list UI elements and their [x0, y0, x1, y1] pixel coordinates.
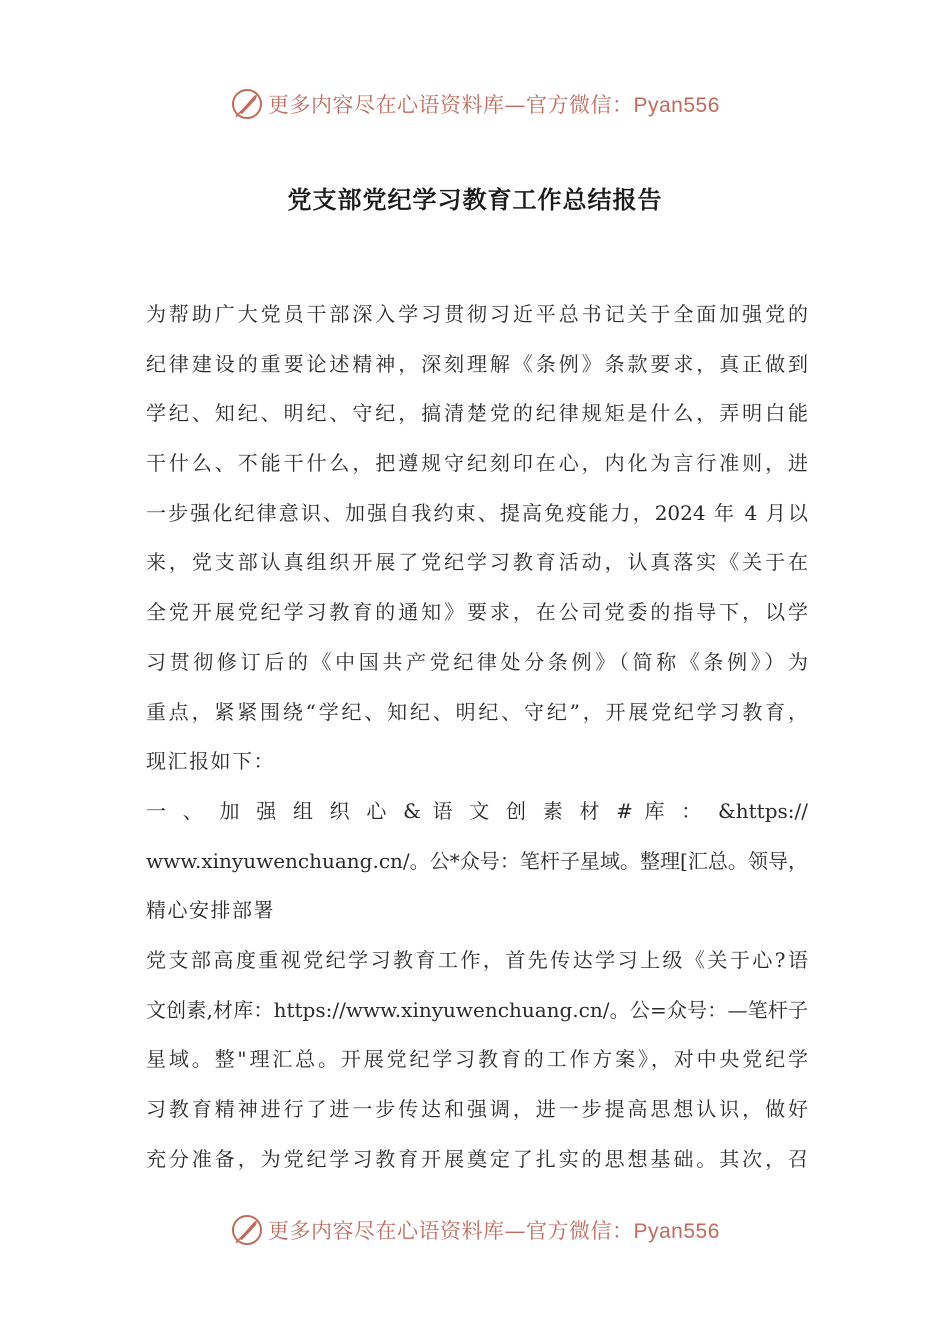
document-body: [146, 290, 808, 1184]
section-heading-line: 精心安排部署: [146, 898, 275, 923]
body-line: 星域。整"理汇总。开展党纪学习教育的工作方案》，对中央党纪学: [146, 1047, 808, 1072]
header-banner: [230, 84, 720, 124]
header-wechat-id: Pyan556: [633, 94, 720, 117]
section-heading-line: www.xinyuwenchuang.cn/。公*众号：笔杆子星域。整理[汇总。领导，: [146, 848, 808, 873]
body-line: 习贯彻修订后的《中国共产党纪律处分条例》（简称《条例》）为: [146, 649, 808, 674]
body-line: 充分准备，为党纪学习教育开展奠定了扎实的思想基础。其次，召: [146, 1146, 808, 1171]
body-line: 重点，紧紧围绕“学纪、知纪、明纪、守纪”，开展党纪学习教育，: [146, 699, 808, 724]
footer-wechat-id: Pyan556: [633, 1220, 720, 1243]
body-line: 干什么、不能干什么，把遵规守纪刻印在心，内化为言行准则，进: [146, 451, 808, 476]
header-banner-text: 更多内容尽在心语资料库—官方微信：Pyan556: [268, 93, 720, 117]
body-line: 一步强化纪律意识、加强自我约束、提高免疫能力，2024 年 4 月以: [146, 500, 808, 525]
quill-logo-icon: [230, 87, 264, 121]
body-line: 为帮助广大党员干部深入学习贯彻习近平总书记关于全面加强党的: [146, 302, 808, 326]
body-line: 纪律建设的重要论述精神，深刻理解《条例》条款要求，真正做到: [146, 351, 808, 376]
footer-banner-text: 更多内容尽在心语资料库—官方微信：Pyan556: [268, 1219, 720, 1243]
body-line: 学纪、知纪、明纪、守纪，搞清楚党的纪律规矩是什么，弄明白能: [146, 401, 808, 426]
document-title: 党支部党纪学习教育工作总结报告: [287, 185, 663, 214]
body-line: 现汇报如下：: [146, 749, 275, 774]
body-line: 来，党支部认真组织开展了党纪学习教育活动，认真落实《关于在: [146, 550, 808, 575]
footer-banner: [230, 1210, 720, 1250]
body-line: 党支部高度重视党纪学习教育工作，首先传达学习上级《关于心?语: [146, 947, 808, 972]
body-line: 文创素,材库：https://www.xinyuwenchuang.cn/。公=众号：—笔杆子: [146, 997, 808, 1022]
body-line: 习教育精神进行了进一步传达和强调，进一步提高思想认识，做好: [146, 1097, 808, 1121]
section-heading-line: 一 、 加 强 组 织 心 & 语 文 创 素 材 # 库 ： &https://: [146, 798, 808, 823]
quill-logo-icon: [230, 1213, 264, 1247]
body-line: 全党开展党纪学习教育的通知》要求，在公司党委的指导下，以学: [146, 600, 808, 625]
